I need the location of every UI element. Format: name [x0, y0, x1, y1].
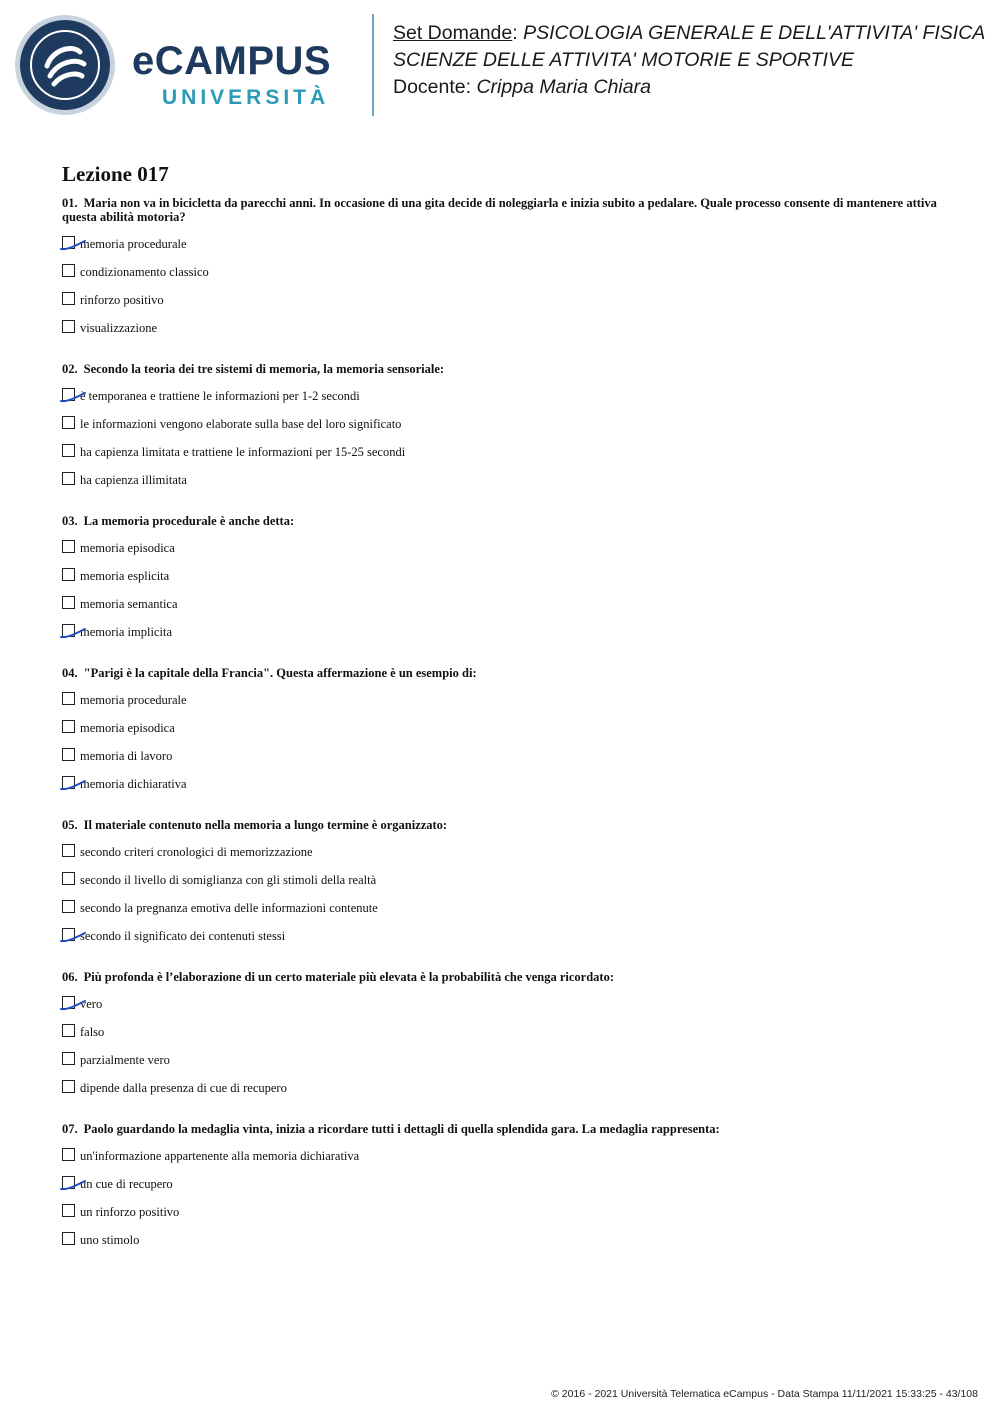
course-line-2: SCIENZE DELLE ATTIVITA' MOTORIE E SPORTIVE: [393, 49, 854, 71]
answer-option[interactable]: [62, 568, 942, 596]
question-prompt: La memoria procedurale è anche detta:: [83, 514, 295, 528]
logo-name: eCAMPUS: [132, 39, 332, 83]
answer-option[interactable]: [62, 900, 942, 928]
answer-checkbox[interactable]: [62, 624, 75, 637]
question-prompt: Più profonda è l’elaborazione di un certo materiale più elevata è la probabilità che venga ricordato:: [83, 970, 615, 984]
question-number: 03.: [62, 514, 78, 528]
question-prompt: "Parigi è la capitale della Francia". Questa affermazione è un esempio di:: [83, 666, 477, 680]
answer-label: memoria episodica: [80, 541, 175, 555]
answer-checkbox[interactable]: [62, 844, 75, 857]
answer-label: uno stimolo: [80, 1233, 140, 1247]
answer-checkbox[interactable]: [62, 996, 75, 1009]
answer-checkbox[interactable]: [62, 1204, 75, 1217]
header-divider: [372, 14, 374, 116]
answer-checkbox[interactable]: [62, 720, 75, 733]
question-prompt: Paolo guardando la medaglia vinta, inizia a ricordare tutti i dettagli di quella splendida gara. La medaglia rappresenta:: [83, 1122, 720, 1136]
answer-checkbox[interactable]: [62, 872, 75, 885]
answer-option[interactable]: [62, 320, 942, 348]
answer-label: memoria procedurale: [80, 237, 187, 251]
question-block: [62, 970, 942, 1108]
answer-checkbox[interactable]: [62, 1176, 75, 1189]
answer-option[interactable]: [62, 1176, 942, 1204]
answer-option[interactable]: [62, 996, 942, 1024]
answer-option[interactable]: [62, 720, 942, 748]
question-number: 06.: [62, 970, 78, 984]
answer-checkbox[interactable]: [62, 320, 75, 333]
answer-option[interactable]: [62, 444, 942, 472]
answer-checkbox[interactable]: [62, 1052, 75, 1065]
question-block: [62, 666, 942, 804]
answer-checkbox[interactable]: [62, 264, 75, 277]
answer-label: secondo il livello di somiglianza con gli stimoli della realtà: [80, 873, 377, 887]
question-block: [62, 818, 942, 956]
answer-checkbox[interactable]: [62, 596, 75, 609]
answer-option[interactable]: [62, 236, 942, 264]
answer-checkbox[interactable]: [62, 388, 75, 401]
answer-checkbox[interactable]: [62, 1148, 75, 1161]
question-text: [62, 970, 942, 984]
answer-label: è temporanea e trattiene le informazioni per 1-2 secondi: [80, 389, 360, 403]
docente-line: [393, 74, 993, 101]
question-prompt: Il materiale contenuto nella memoria a lungo termine è organizzato:: [83, 818, 448, 832]
answer-checkbox[interactable]: [62, 416, 75, 429]
answer-checkbox[interactable]: [62, 928, 75, 941]
answer-option[interactable]: [62, 624, 942, 652]
answer-option[interactable]: [62, 1148, 942, 1176]
question-number: 02.: [62, 362, 78, 376]
answer-checkbox[interactable]: [62, 444, 75, 457]
answer-option[interactable]: [62, 540, 942, 568]
answer-checkbox[interactable]: [62, 1232, 75, 1245]
course-line-1: Set Domande: PSICOLOGIA GENERALE E DELL'ATTIVITA' FISICA: [393, 22, 986, 44]
answer-option[interactable]: [62, 776, 942, 804]
page-footer: © 2016 - 2021 Università Telematica eCampus - Data Stampa 11/11/2021 15:33:25 - 43/108: [551, 1388, 978, 1400]
answer-option[interactable]: [62, 1232, 942, 1260]
answer-label: un'informazione appartenente alla memoria dichiarativa: [80, 1149, 360, 1163]
course-info: [393, 20, 993, 101]
answer-label: rinforzo positivo: [80, 293, 164, 307]
ecampus-wordmark: [132, 40, 362, 114]
answer-option[interactable]: [62, 264, 942, 292]
question-number: 04.: [62, 666, 78, 680]
answer-label: un rinforzo positivo: [80, 1205, 180, 1219]
answer-option[interactable]: [62, 1080, 942, 1108]
answer-label: parzialmente vero: [80, 1053, 170, 1067]
question-text: [62, 196, 942, 224]
answer-label: secondo la pregnanza emotiva delle informazioni contenute: [80, 901, 378, 915]
answer-label: dipende dalla presenza di cue di recupero: [80, 1081, 287, 1095]
answer-label: visualizzazione: [80, 321, 158, 335]
answer-label: ha capienza limitata e trattiene le informazioni per 15-25 secondi: [80, 445, 406, 459]
answer-option[interactable]: [62, 928, 942, 956]
answer-option[interactable]: [62, 472, 942, 500]
answer-checkbox[interactable]: [62, 1080, 75, 1093]
ecampus-seal-logo: [14, 14, 116, 116]
answer-label: memoria procedurale: [80, 693, 187, 707]
answer-checkbox[interactable]: [62, 692, 75, 705]
question-block: [62, 196, 942, 348]
answer-option[interactable]: [62, 388, 942, 416]
answer-label: memoria semantica: [80, 597, 178, 611]
answer-option[interactable]: [62, 692, 942, 720]
answer-checkbox[interactable]: [62, 748, 75, 761]
question-block: [62, 514, 942, 652]
question-text: [62, 514, 942, 528]
answer-label: memoria implicita: [80, 625, 172, 639]
answer-checkbox[interactable]: [62, 236, 75, 249]
question-text: [62, 1122, 942, 1136]
answer-checkbox[interactable]: [62, 776, 75, 789]
question-prompt: Secondo la teoria dei tre sistemi di memoria, la memoria sensoriale:: [83, 362, 445, 376]
answer-option[interactable]: [62, 416, 942, 444]
docente-name: Crippa Maria Chiara: [476, 76, 651, 98]
answer-label: secondo il significato dei contenuti stessi: [80, 929, 286, 943]
question-block: [62, 362, 942, 500]
lesson-title: Lezione 017: [62, 162, 169, 186]
answer-label: memoria episodica: [80, 721, 175, 735]
answer-label: memoria esplicita: [80, 569, 170, 583]
answer-checkbox[interactable]: [62, 292, 75, 305]
question-number: 05.: [62, 818, 78, 832]
answer-label: memoria di lavoro: [80, 749, 173, 763]
answer-option[interactable]: [62, 1052, 942, 1080]
answer-option[interactable]: [62, 1024, 942, 1052]
question-number: 07.: [62, 1122, 78, 1136]
answer-option[interactable]: [62, 596, 942, 624]
answer-checkbox[interactable]: [62, 568, 75, 581]
question-number: 01.: [62, 196, 78, 210]
answer-option[interactable]: [62, 844, 942, 872]
question-text: [62, 818, 942, 832]
answer-label: le informazioni vengono elaborate sulla base del loro significato: [80, 417, 402, 431]
course-name: PSICOLOGIA GENERALE E DELL'ATTIVITA' FISICA: [523, 22, 986, 44]
answer-option[interactable]: [62, 748, 942, 776]
question-text: [62, 362, 942, 376]
answer-checkbox[interactable]: [62, 540, 75, 553]
logo-subtitle: UNIVERSITÀ: [162, 86, 330, 109]
answer-option[interactable]: [62, 1204, 942, 1232]
answer-label: falso: [80, 1025, 105, 1039]
page-header: [0, 0, 1000, 130]
answer-label: memoria dichiarativa: [80, 777, 187, 791]
answer-label: condizionamento classico: [80, 265, 209, 279]
answer-option[interactable]: [62, 292, 942, 320]
question-text: [62, 666, 942, 680]
question-block: [62, 1122, 942, 1260]
answer-label: ha capienza illimitata: [80, 473, 187, 487]
docente-label: Docente:: [393, 76, 477, 98]
answer-label: un cue di recupero: [80, 1177, 173, 1191]
answer-option[interactable]: [62, 872, 942, 900]
answer-label: secondo criteri cronologici di memorizzazione: [80, 845, 313, 859]
set-label: Set Domande: [393, 22, 513, 44]
answer-checkbox[interactable]: [62, 1024, 75, 1037]
answer-label: vero: [80, 997, 103, 1011]
question-list: [62, 196, 942, 1274]
answer-checkbox[interactable]: [62, 472, 75, 485]
question-prompt: Maria non va in bicicletta da parecchi anni. In occasione di una gita decide di noleggiarla e inizia subito a pedalare. Quale processo consente di mantenere attiva questa abilità motoria?: [62, 196, 937, 224]
answer-checkbox[interactable]: [62, 900, 75, 913]
